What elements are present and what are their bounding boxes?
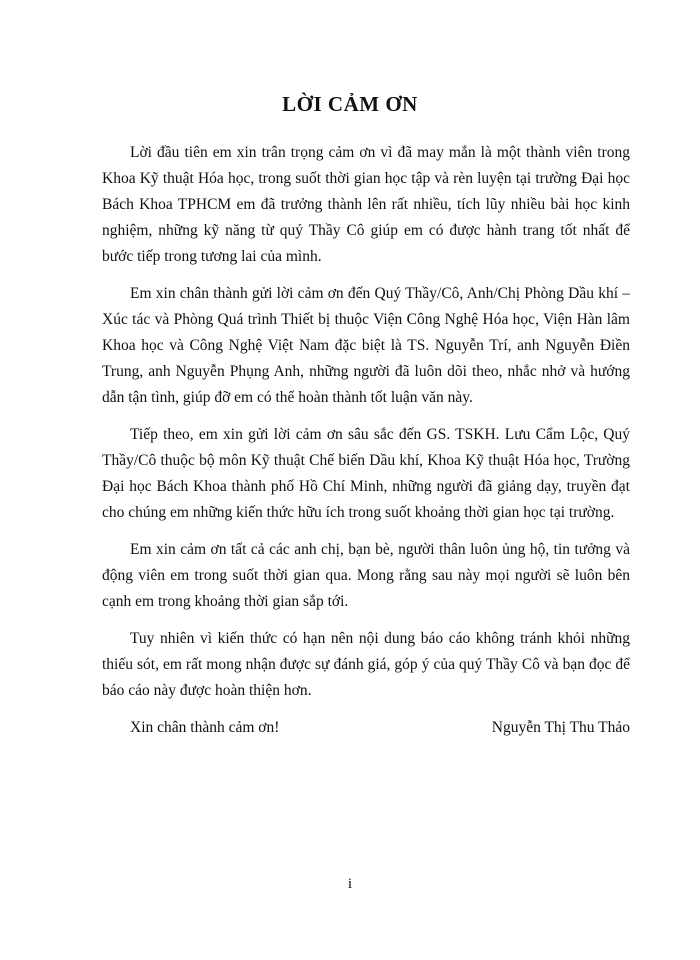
page-title: LỜI CẢM ƠN <box>282 92 418 116</box>
paragraph-4: Em xin cảm ơn tất cả các anh chị, bạn bè, người thân luôn ủng hộ, tin tưởng và động viên em trong suốt thời gian qua. Mong rằng sau này mọi người sẽ luôn bên cạnh em trong khoảng thời gian sắp tới. <box>102 541 630 610</box>
paragraph-1: Lời đầu tiên em xin trân trọng cảm ơn vì đã may mắn là một thành viên trong Khoa Kỹ thuật Hóa học, trong suốt thời gian học tập và rèn luyện tại trường Đại học Bách Khoa TPHCM em đã trưởng thành lên rất nhiều, tích lũy nhiều bài học kinh nghiệm, những kỹ năng từ quý Thầy Cô giúp em có được hành trang tốt nhất để bước tiếp trong tương lai của mình. <box>102 144 630 265</box>
paragraph-2: Em xin chân thành gửi lời cảm ơn đến Quý Thầy/Cô, Anh/Chị Phòng Dầu khí – Xúc tác và Phòng Quá trình Thiết bị thuộc Viện Công Nghệ Hóa học, Viện Hàn lâm Khoa học và Công Nghệ Việt Nam đặc biệt là TS. Nguyễn Trí, anh Nguyễn Điền Trung, anh Nguyễn Phụng Anh, những người đã luôn dõi theo, nhắc nhở và hướng dẫn tận tình, giúp đỡ em có thể hoàn thành tốt luận văn này. <box>102 285 630 406</box>
paragraph-3: Tiếp theo, em xin gửi lời cảm ơn sâu sắc đến GS. TSKH. Lưu Cẩm Lộc, Quý Thầy/Cô thuộc bộ môn Kỹ thuật Chế biến Dầu khí, Khoa Kỹ thuật Hóa học, Trường Đại học Bách Khoa thành phố Hồ Chí Minh, những người đã giảng dạy, truyền đạt cho chúng em những kiến thức hữu ích trong suốt khoảng thời gian học tại trường. <box>102 426 630 521</box>
closing-line: Xin chân thành cảm ơn! <box>130 719 280 736</box>
page-number: i <box>347 876 353 892</box>
body-text <box>102 140 630 752</box>
author-signature: Nguyễn Thị Thu Thảo <box>491 719 630 736</box>
paragraph-5: Tuy nhiên vì kiến thức có hạn nên nội dung báo cáo không tránh khỏi những thiếu sót, em rất mong nhận được sự đánh giá, góp ý của quý Thầy Cô và bạn đọc để báo cáo này được hoàn thiện hơn. <box>102 630 630 699</box>
